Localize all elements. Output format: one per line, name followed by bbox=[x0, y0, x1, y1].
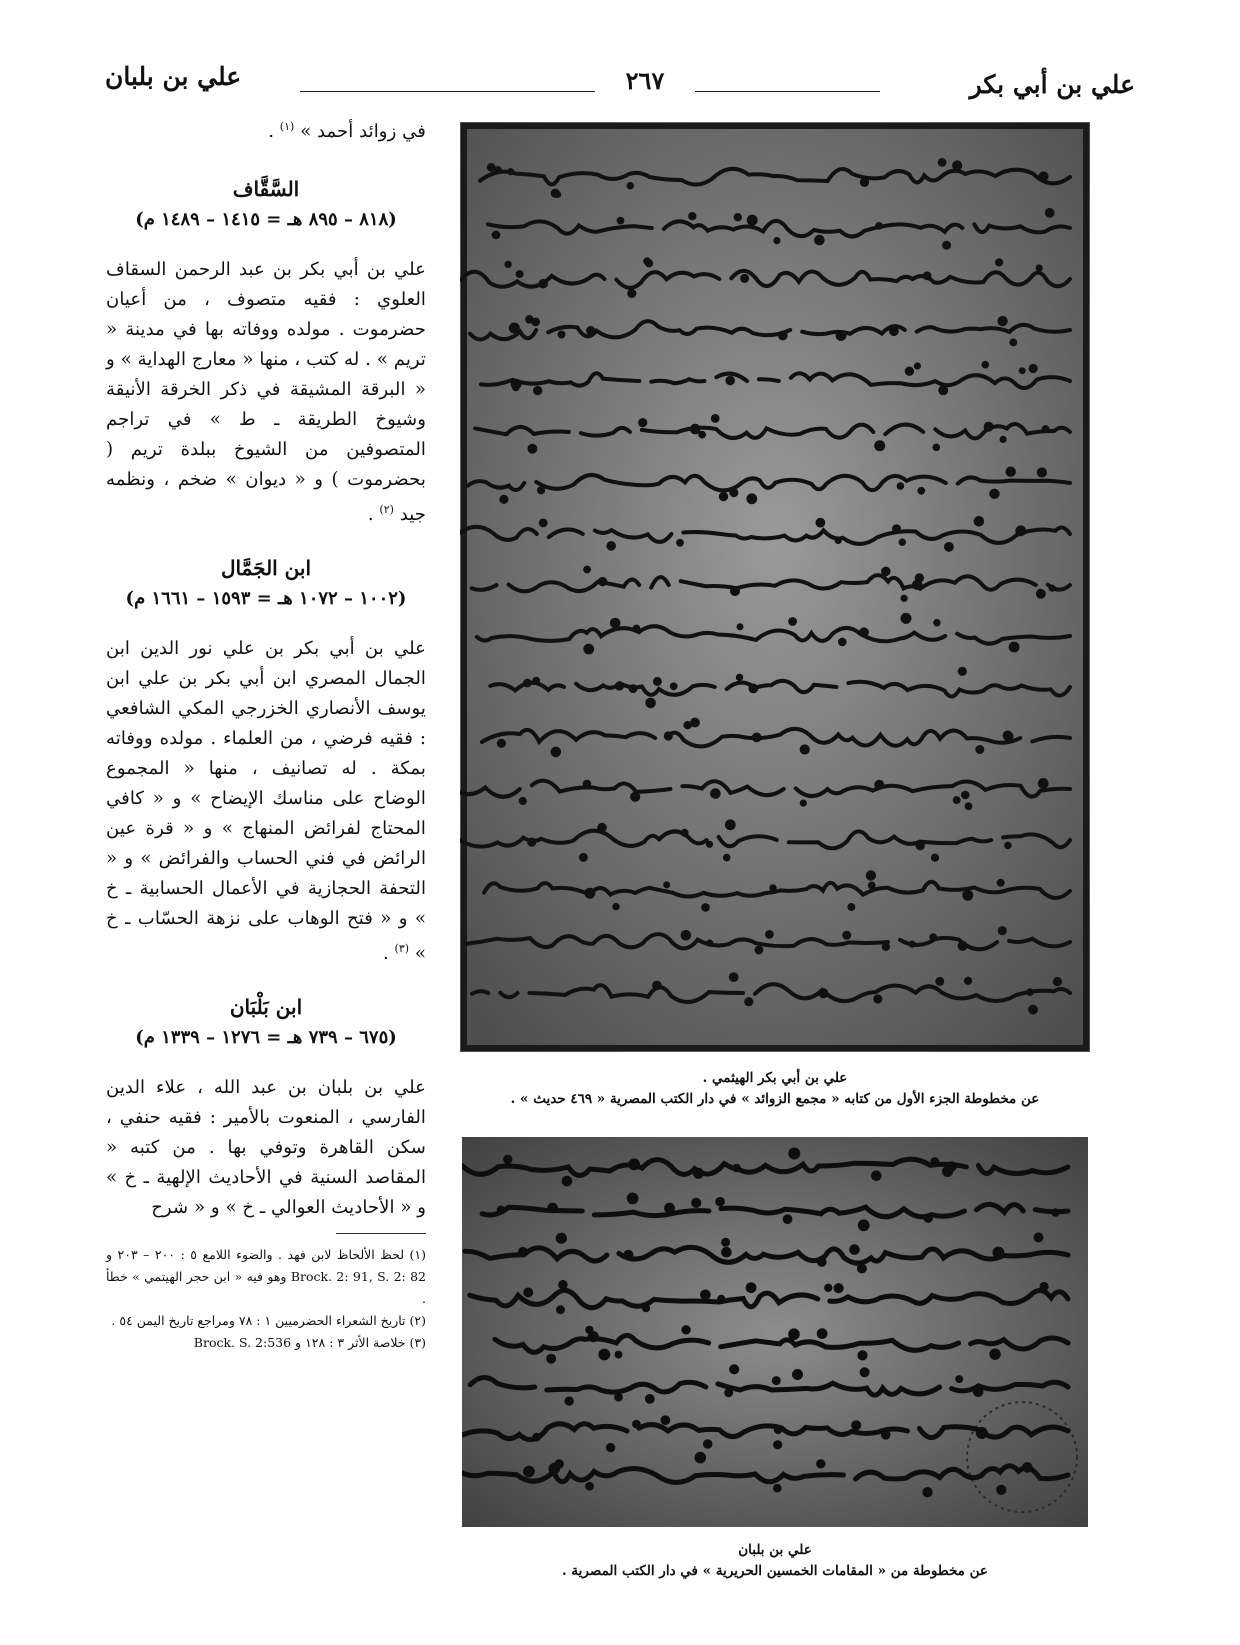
carryover-text: في زوائد أحمد » $^{(١)}$ . bbox=[268, 120, 426, 143]
diacritic-dot bbox=[946, 544, 952, 550]
diacritic-dot bbox=[875, 996, 880, 1001]
diacritic-dot bbox=[678, 541, 682, 545]
diacritic-dot bbox=[558, 1235, 564, 1241]
diacritic-dot bbox=[588, 1328, 591, 1331]
diacritic-dot bbox=[883, 569, 889, 575]
diacritic-dot bbox=[550, 1205, 556, 1211]
diacritic-dot bbox=[581, 855, 586, 860]
diacritic-dot bbox=[727, 378, 733, 384]
diacritic-dot bbox=[724, 1240, 728, 1244]
diacritic-dot bbox=[1055, 979, 1060, 984]
diacritic-dot bbox=[1025, 1465, 1031, 1471]
diacritic-dot bbox=[937, 979, 942, 984]
diacritic-dot bbox=[629, 184, 632, 187]
diacritic-dot bbox=[874, 1173, 880, 1179]
diacritic-dot bbox=[1002, 438, 1005, 441]
diacritic-dot bbox=[849, 905, 853, 909]
diacritic-dot bbox=[918, 843, 923, 848]
diacritic-dot bbox=[877, 224, 881, 228]
diacritic-dot bbox=[754, 735, 760, 741]
diacritic-dot bbox=[708, 942, 711, 945]
diacritic-dot bbox=[991, 491, 997, 497]
diacritic-dot bbox=[496, 168, 500, 172]
diacritic-dot bbox=[836, 1286, 841, 1291]
entry-body: علي بن بلبان بن عبد الله ، علاء الدين الفارسي ، المنعوت بالأمير : فقيه حنفي ، سكن القاهرة وتوفي بها . من كتبه « المقاصد السنية في الأحاديث الإلهية ـ خ » و « الأحاديث العوالي ـ خ » و « شرح bbox=[106, 1077, 426, 1219]
diacritic-dot bbox=[506, 1157, 510, 1161]
diacritic-dot bbox=[925, 273, 930, 278]
diacritic-dot bbox=[705, 1442, 710, 1447]
diacritic-dot bbox=[518, 272, 522, 276]
diacritic-dot bbox=[617, 1353, 620, 1356]
diacritic-dot bbox=[1038, 266, 1041, 269]
diacritic-dot bbox=[776, 1486, 780, 1490]
diacritic-dot bbox=[1044, 427, 1048, 431]
diacritic-dot bbox=[727, 1391, 731, 1395]
diacritic-dot bbox=[1005, 733, 1011, 739]
diacritic-dot bbox=[925, 1490, 930, 1495]
diacritic-dot bbox=[999, 881, 1003, 885]
diacritic-dot bbox=[527, 317, 532, 322]
footnote-ref: (٣) bbox=[394, 942, 410, 956]
diacritic-dot bbox=[940, 160, 945, 165]
diacritic-dot bbox=[767, 932, 772, 937]
diacritic-dot bbox=[868, 872, 874, 878]
diacritic-dot bbox=[860, 1222, 867, 1229]
diacritic-dot bbox=[1047, 210, 1053, 216]
caption-line: عن مخطوطة الجزء الأول من كتابه « مجمع الزوائد » في دار الكتب المصرية « ٤٦٩ حديث » . bbox=[510, 1091, 1040, 1107]
diacritic-dot bbox=[736, 215, 740, 219]
diacritic-dot bbox=[514, 386, 517, 389]
diacritic-dot bbox=[647, 1397, 652, 1402]
diacritic-dot bbox=[738, 676, 741, 679]
diacritic-dot bbox=[631, 686, 636, 691]
diacritic-dot bbox=[499, 741, 504, 746]
diacritic-dot bbox=[984, 363, 988, 367]
diacritic-dot bbox=[721, 494, 726, 499]
diacritic-dot bbox=[963, 793, 968, 798]
footnote: (٢) تاريخ الشعراء الحضرميين ١ : ٧٨ ومراجع تاريخ اليمن ٥٤ . bbox=[111, 1313, 426, 1329]
diacritic-dot bbox=[600, 579, 605, 584]
entry-title: ابن الجَمَّال bbox=[220, 556, 312, 581]
diacritic-dot bbox=[586, 890, 593, 897]
entry-title: ابن بَلْبَان bbox=[229, 995, 303, 1020]
diacritic-dot bbox=[819, 1331, 825, 1337]
diacritic-dot bbox=[955, 798, 959, 802]
diacritic-dot bbox=[599, 825, 605, 831]
diacritic-dot bbox=[727, 821, 734, 828]
diacritic-dot bbox=[802, 746, 808, 752]
diacritic-dot bbox=[720, 1297, 723, 1300]
footnote: (١) لحظ الألحاظ لابن فهد . والضوء اللامع ٥ : ٢٠٠ – ٢٠٣ و Brock. 2: 91, S. 2: 82 وهو فيه « ابن حجر الهيتمي » خطأ . bbox=[106, 1247, 426, 1307]
diacritic-dot bbox=[1036, 1235, 1041, 1240]
diacritic-dot bbox=[561, 1283, 566, 1288]
diacritic-dot bbox=[802, 802, 805, 805]
caption-line: عن مخطوطة من « المقامات الخمسين الحريرية » في دار الكتب المصرية . bbox=[562, 1563, 988, 1579]
diacritic-dot bbox=[619, 219, 623, 223]
diacritic-dot bbox=[742, 276, 747, 281]
diacritic-dot bbox=[827, 1286, 830, 1289]
diacritic-dot bbox=[999, 318, 1005, 324]
diacritic-dot bbox=[494, 233, 499, 238]
diacritic-dot bbox=[559, 1308, 563, 1312]
diacritic-dot bbox=[795, 1372, 801, 1378]
diacritic-dot bbox=[585, 782, 590, 787]
diacritic-dot bbox=[683, 932, 690, 939]
diacritic-dot bbox=[506, 263, 509, 266]
entry-dates: (١٠٠٢ – ١٠٧٢ هـ = ١٥٩٣ – ١٦٦١ م) bbox=[125, 588, 407, 610]
diacritic-dot bbox=[557, 1462, 562, 1467]
diacritic-dot bbox=[860, 1353, 865, 1358]
diacritic-dot bbox=[899, 484, 903, 488]
diacritic-dot bbox=[926, 1216, 930, 1220]
diacritic-dot bbox=[663, 1418, 668, 1423]
diacritic-dot bbox=[852, 1247, 858, 1253]
diacritic-dot bbox=[876, 442, 883, 449]
diacritic-dot bbox=[919, 489, 923, 493]
diacritic-dot bbox=[724, 1249, 730, 1255]
diacritic-dot bbox=[694, 1200, 699, 1205]
diacritic-dot bbox=[992, 1351, 998, 1357]
diacritic-dot bbox=[526, 1290, 531, 1295]
diacritic-dot bbox=[608, 543, 614, 549]
diacritic-dot bbox=[954, 162, 960, 168]
diacritic-dot bbox=[837, 539, 840, 542]
diacritic-dot bbox=[732, 1367, 737, 1372]
diacritic-dot bbox=[655, 679, 660, 684]
running-header-left: علي بن بلبان bbox=[105, 62, 242, 91]
diacritic-dot bbox=[700, 433, 704, 437]
diacritic-dot bbox=[626, 1252, 631, 1257]
page-number: ٢٦٧ bbox=[595, 66, 695, 95]
footnote-ref: (٢) bbox=[379, 503, 394, 517]
header-rule bbox=[300, 91, 880, 92]
diacritic-dot bbox=[978, 1430, 985, 1437]
diacritic-dot bbox=[820, 990, 826, 996]
manuscript-image-balban bbox=[462, 1137, 1088, 1527]
diacritic-dot bbox=[933, 1160, 937, 1164]
diacritic-dot bbox=[870, 884, 874, 888]
diacritic-dot bbox=[883, 1433, 888, 1438]
diacritic-dot bbox=[771, 886, 774, 889]
diacritic-dot bbox=[731, 490, 736, 495]
diacritic-dot bbox=[844, 933, 849, 938]
diacritic-dot bbox=[1011, 341, 1015, 345]
diacritic-dot bbox=[666, 733, 671, 738]
diacritic-dot bbox=[539, 488, 543, 492]
diacritic-dot bbox=[739, 625, 742, 628]
diacritic-dot bbox=[540, 281, 546, 287]
diacritic-dot bbox=[731, 974, 737, 980]
diacritic-dot bbox=[521, 799, 525, 803]
caption-line: علي بن بلبان bbox=[738, 1542, 812, 1558]
diacritic-dot bbox=[695, 1170, 701, 1176]
diacritic-dot bbox=[529, 446, 535, 452]
diacritic-dot bbox=[1040, 173, 1046, 179]
diacritic-dot bbox=[549, 1356, 554, 1361]
diacritic-dot bbox=[713, 416, 718, 421]
diacritic-dot bbox=[588, 1484, 592, 1488]
diacritic-dot bbox=[521, 1249, 526, 1254]
manuscript-image-haythami bbox=[460, 122, 1090, 1052]
diacritic-dot bbox=[862, 180, 867, 185]
diacritic-dot bbox=[553, 191, 558, 196]
diacritic-dot bbox=[634, 627, 638, 631]
diacritic-dot bbox=[911, 943, 914, 946]
diacritic-dot bbox=[901, 541, 904, 544]
diacritic-dot bbox=[749, 217, 756, 224]
diacritic-dot bbox=[617, 683, 622, 688]
diacritic-dot bbox=[903, 597, 906, 600]
entry-dates: (٦٧٥ – ٧٣٩ هـ = ١٢٧٦ – ١٣٣٩ م) bbox=[135, 1027, 397, 1049]
diacritic-dot bbox=[647, 261, 651, 265]
diacritic-dot bbox=[692, 426, 699, 433]
diacritic-dot bbox=[776, 1443, 780, 1447]
diacritic-dot bbox=[553, 749, 560, 756]
manuscript-image-drawing bbox=[460, 122, 1090, 1052]
diacritic-dot bbox=[533, 320, 538, 325]
diacritic-dot bbox=[935, 621, 938, 624]
diacritic-dot bbox=[1039, 469, 1045, 475]
diacritic-dot bbox=[647, 700, 654, 707]
diacritic-dot bbox=[692, 720, 698, 726]
diacritic-dot bbox=[818, 520, 824, 526]
diacritic-dot bbox=[949, 1164, 954, 1169]
diacritic-dot bbox=[757, 948, 762, 953]
entry-dates: (٨١٨ – ٨٩٥ هـ = ١٤١٥ – ١٤٨٩ م) bbox=[135, 209, 397, 231]
footnote: (٣) خلاصة الأثر ٣ : ١٢٨ و Brock. S. 2:536 bbox=[193, 1335, 426, 1351]
diacritic-dot bbox=[975, 1389, 981, 1395]
diacritic-dot bbox=[725, 856, 729, 860]
diacritic-dot bbox=[917, 575, 922, 580]
diacritic-dot bbox=[608, 1445, 612, 1449]
diacritic-dot bbox=[534, 679, 538, 683]
diacritic-dot bbox=[631, 1161, 638, 1168]
diacritic-dot bbox=[567, 1399, 571, 1403]
diacritic-dot bbox=[780, 333, 786, 339]
diacritic-dot bbox=[617, 1395, 621, 1399]
diacritic-dot bbox=[790, 619, 795, 624]
diacritic-dot bbox=[1006, 844, 1010, 848]
diacritic-dot bbox=[585, 646, 592, 653]
diacritic-dot bbox=[509, 170, 512, 173]
diacritic-dot bbox=[791, 1331, 798, 1338]
diacritic-dot bbox=[995, 1249, 1002, 1256]
diacritic-dot bbox=[751, 686, 757, 692]
diacritic-dot bbox=[703, 905, 708, 910]
diacritic-dot bbox=[1021, 369, 1024, 372]
diacritic-dot bbox=[560, 333, 564, 337]
diacritic-dot bbox=[697, 1454, 704, 1461]
diacritic-dot bbox=[838, 332, 845, 339]
diacritic-dot bbox=[791, 1150, 798, 1157]
diacritic-dot bbox=[690, 214, 694, 218]
diacritic-dot bbox=[997, 260, 1001, 264]
diacritic-dot bbox=[718, 1199, 723, 1204]
diacritic-dot bbox=[931, 935, 935, 939]
diacritic-dot bbox=[1017, 527, 1024, 534]
diacritic-dot bbox=[564, 1178, 570, 1184]
diacritic-dot bbox=[541, 521, 546, 526]
diacritic-dot bbox=[785, 1217, 790, 1222]
diacritic-dot bbox=[1030, 1007, 1036, 1013]
diacritic-dot bbox=[819, 1462, 823, 1466]
diacritic-dot bbox=[588, 328, 593, 333]
diacritic-dot bbox=[735, 1166, 739, 1170]
diacritic-dot bbox=[746, 999, 751, 1004]
diacritic-dot bbox=[683, 831, 687, 835]
diacritic-dot bbox=[820, 1260, 825, 1265]
figure-caption bbox=[470, 1068, 1080, 1110]
diacritic-dot bbox=[775, 239, 778, 242]
diacritic-dot bbox=[685, 723, 689, 727]
diacritic-dot bbox=[1038, 591, 1044, 597]
diacritic-dot bbox=[1051, 587, 1054, 590]
diacritic-dot bbox=[960, 669, 965, 674]
diacritic-dot bbox=[1054, 1211, 1057, 1214]
diacritic-dot bbox=[654, 983, 660, 989]
diacritic-dot bbox=[861, 629, 867, 635]
diacritic-dot bbox=[944, 243, 949, 248]
diacritic-dot bbox=[712, 790, 719, 797]
footnote-ref: (١) bbox=[279, 120, 295, 133]
diacritic-dot bbox=[529, 840, 534, 845]
diacritic-dot bbox=[1040, 780, 1047, 787]
text-column bbox=[106, 112, 426, 1354]
caption-line: علي بن أبي بكر الهيثمي . bbox=[702, 1070, 848, 1086]
diacritic-dot bbox=[501, 497, 506, 502]
diacritic-dot bbox=[590, 1334, 596, 1340]
diacritic-dot bbox=[933, 856, 937, 860]
diacritic-dot bbox=[601, 1351, 608, 1358]
diacritic-dot bbox=[976, 518, 983, 525]
diacritic-dot bbox=[986, 424, 992, 430]
diacritic-dot bbox=[525, 681, 530, 686]
diacritic-dot bbox=[859, 1266, 864, 1271]
diacritic-dot bbox=[862, 1370, 867, 1375]
diacritic-dot bbox=[884, 945, 888, 949]
entry-saqqaf bbox=[106, 173, 426, 530]
diacritic-dot bbox=[1028, 990, 1032, 994]
diacritic-dot bbox=[816, 237, 823, 244]
diacritic-dot bbox=[535, 1435, 539, 1439]
entry-body: علي بن أبي بكر بن عبد الرحمن السقاف العلوي : فقيه متصوف ، من أعيان حضرموت . مولده ووفاته بها في مدينة « تريم » . له كتب ، منها « معارج الهداية » و « البرقة المشيقة في ذكر الخرقة الأنيقة وشيوخ الطريقة ـ ط » في تراجم المتصوفين من الشيوخ ببلدة تريم ( بحضرموت ) و « ديوان » ضخم ، ونظمه جيد $^{(٢)}$ . bbox=[106, 259, 426, 526]
diacritic-dot bbox=[535, 388, 540, 393]
diacritic-dot bbox=[894, 526, 899, 531]
entry-body: علي بن أبي بكر بن علي نور الدين ابن الجمال المصري ابن أبي بكر بن علي ابن يوسف الأنصاري الخزرجي المكي الشافعي : فقيه فرضي ، من العلماء . مولده ووفاته بمكة . له تصانيف ، منها « المجموع الوضاح على مناسك الإيضاح » و « كافي المحتاج لفرائض المنهاج » و « قرة عين الرائض في فني الحساب والفرائض » و « التحفة الحجازية في الأعمال الحسابية ـ خ » و « فتح الوهاب على نزهة الحسّاب ـ خ » $^{(٣)}$ . bbox=[106, 638, 426, 965]
diacritic-dot bbox=[776, 1428, 780, 1432]
entry-ibn-al-jammal bbox=[106, 552, 426, 969]
diacritic-dot bbox=[644, 1307, 647, 1310]
diacritic-dot bbox=[999, 1487, 1004, 1492]
diacritic-dot bbox=[960, 943, 966, 949]
diacritic-dot bbox=[964, 892, 971, 899]
diacritic-dot bbox=[732, 588, 738, 594]
diacritic-dot bbox=[977, 747, 982, 752]
entry-title: السَّقَّاف bbox=[232, 177, 300, 202]
diacritic-dot bbox=[903, 615, 910, 622]
diacritic-dot bbox=[632, 794, 638, 800]
diacritic-dot bbox=[499, 1208, 502, 1211]
diacritic-dot bbox=[907, 369, 912, 374]
diacritic-dot bbox=[640, 420, 645, 425]
diacritic-dot bbox=[940, 387, 946, 393]
diacritic-dot bbox=[876, 782, 882, 788]
running-header-right: علي بن أبي بكر bbox=[969, 70, 1135, 99]
figure-caption bbox=[470, 1540, 1080, 1582]
diacritic-dot bbox=[935, 446, 939, 450]
diacritic-dot bbox=[612, 620, 619, 627]
diacritic-dot bbox=[891, 328, 897, 334]
diacritic-dot bbox=[526, 1468, 533, 1475]
diacritic-dot bbox=[967, 804, 971, 808]
diacritic-dot bbox=[916, 364, 919, 367]
diacritic-dot bbox=[748, 495, 755, 502]
diacritic-dot bbox=[708, 843, 711, 846]
diacritic-dot bbox=[629, 1195, 636, 1202]
entry-ibn-balban bbox=[106, 991, 426, 1223]
diacritic-dot bbox=[489, 165, 494, 170]
diacritic-dot bbox=[511, 325, 518, 332]
diacritic-dot bbox=[1008, 469, 1014, 475]
diacritic-dot bbox=[854, 1423, 859, 1428]
diacritic-dot bbox=[614, 905, 617, 908]
diacritic-dot bbox=[966, 979, 970, 983]
diacritic-dot bbox=[748, 1285, 754, 1291]
diacritic-dot bbox=[1011, 644, 1018, 651]
diacritic-dot bbox=[672, 684, 676, 688]
diacritic-dot bbox=[1042, 1284, 1046, 1288]
diacritic-dot bbox=[684, 1328, 688, 1332]
diacritic-dot bbox=[703, 1292, 709, 1298]
diacritic-dot bbox=[665, 883, 668, 886]
footnote-rule bbox=[336, 1233, 426, 1234]
diacritic-dot bbox=[585, 568, 589, 572]
manuscript-image-drawing bbox=[462, 1137, 1088, 1527]
diacritic-dot bbox=[1031, 366, 1036, 371]
diacritic-dot bbox=[1000, 928, 1005, 933]
diacritic-dot bbox=[667, 1205, 673, 1211]
diacritic-dot bbox=[774, 1379, 778, 1383]
diacritic-dot bbox=[840, 640, 845, 645]
diacritic-dot bbox=[629, 291, 634, 296]
diacritic-dot bbox=[635, 1422, 639, 1426]
diacritic-dot bbox=[958, 1378, 961, 1381]
